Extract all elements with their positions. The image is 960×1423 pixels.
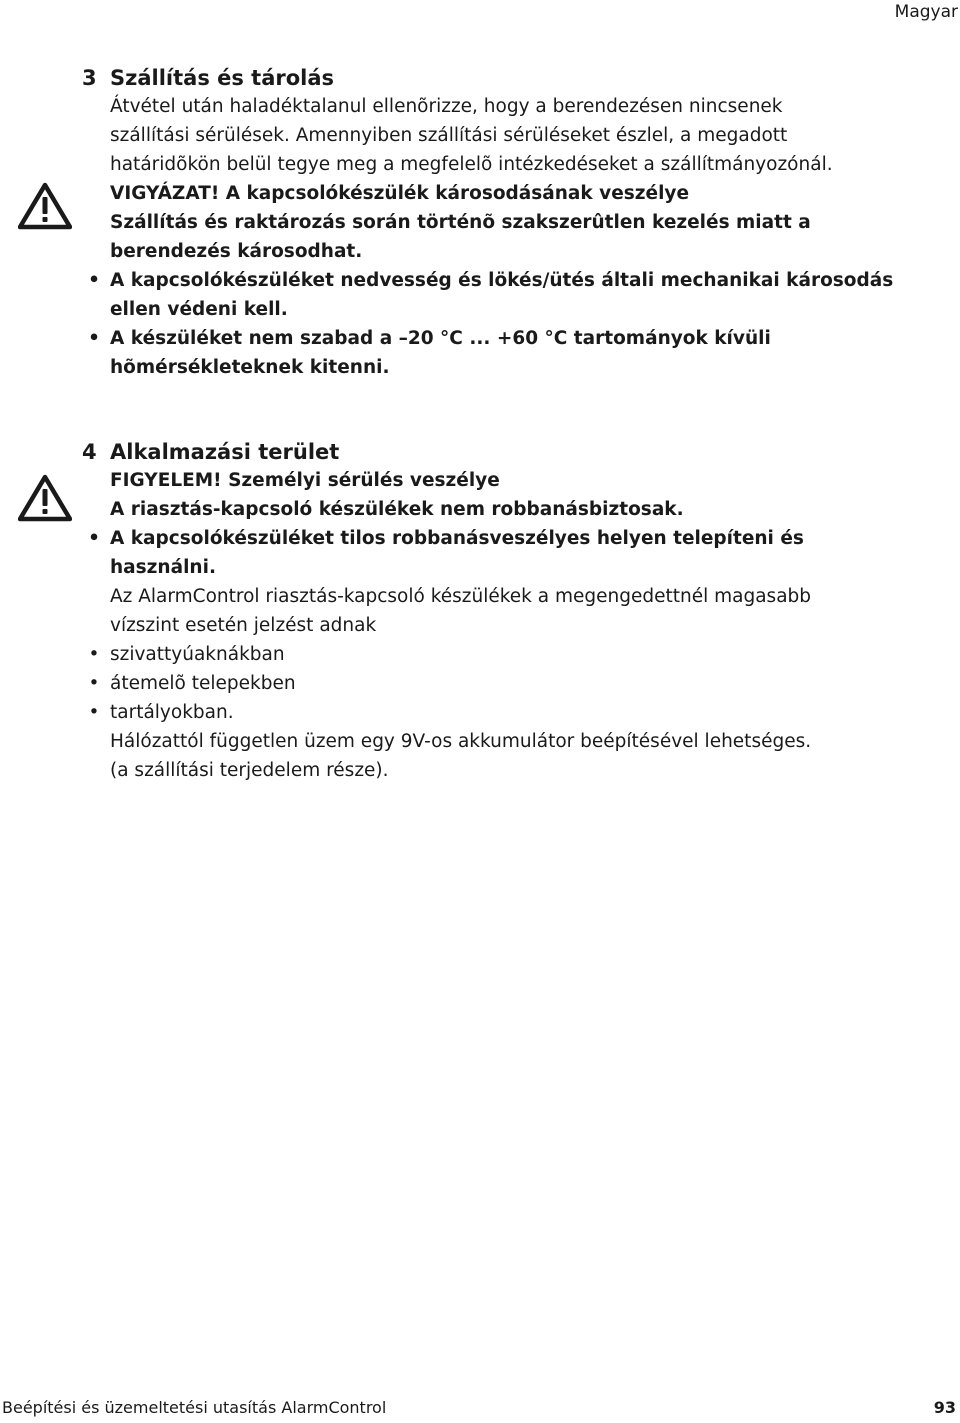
body-line: Hálózattól független üzem egy 9V-os akkumulátor beépítésével lehetséges. [110,731,812,752]
bullet-icon: • [88,328,100,349]
body-line: Az AlarmControl riasztás-kapcsoló készülékek a megengedettnél magasabb [110,586,812,607]
list-item-line: használni. [110,557,216,578]
list-item-line: A kapcsolókészüléket tilos robbanásveszélyes helyen telepíteni és [110,528,804,549]
body-line: (a szállítási terjedelem része). [110,760,389,781]
list-item [88,266,900,324]
bullet-icon: • [88,270,100,291]
list-item [88,669,900,698]
footer-document-title: Beépítési és üzemeltetési utasítás AlarmControl [2,1398,387,1417]
bullet-icon: • [88,644,100,665]
language-label: Magyar [894,2,958,22]
section-3-title: Szállítás és tárolás [110,66,335,90]
warning-heading: A kapcsolókészülék károsodásának veszélye [225,183,690,204]
warning-heading-line [110,466,900,495]
section-4-title: Alkalmazási terület [110,440,340,464]
warning-text-line: Szállítás és raktározás során történõ szakszerûtlen kezelés miatt a [110,212,811,233]
list-item-line: ellen védeni kell. [110,299,288,320]
application-list [88,640,900,727]
section-4-number: 4 [82,440,97,464]
list-item-line: hõmérsékleteknek kitenni. [110,357,390,378]
warning-triangle-icon [18,182,72,230]
section-4-warning-bullet [88,524,900,582]
list-item [88,324,900,382]
body-line: vízszint esetén jelzést adnak [110,615,377,636]
list-item-line: A készüléket nem szabad a –20 °C ... +60 °C tartományok kívüli [110,328,771,349]
warning-text-line: A riasztás-kapcsoló készülékek nem robbanásbiztosak. [110,499,684,520]
list-item [88,524,900,582]
section-3-intro [110,92,900,179]
warning-label: FIGYELEM! [110,470,222,491]
footer-page-number: 93 [933,1398,956,1417]
list-item [88,698,900,727]
bullet-icon: • [88,673,100,694]
warning-label: VIGYÁZAT! [110,183,220,204]
section-3-warning [88,179,900,382]
warning-heading-line [110,179,900,208]
list-item-text: tartályokban. [110,702,234,723]
warning-heading: Személyi sérülés veszélye [228,470,500,491]
list-item-line: A kapcsolókészüléket nedvesség és lökés/ütés általi mechanikai károsodás [110,270,894,291]
section-3-intro-line: határidõkön belül tegye meg a megfelelõ intézkedéseket a szállítmányozónál. [110,154,833,175]
warning-triangle-icon [18,474,72,522]
section-3-bullet-list [88,266,900,382]
bullet-icon: • [88,528,100,549]
list-item-text: szivattyúaknákban [110,644,285,665]
section-4-body [88,466,900,785]
bullet-icon: • [88,702,100,723]
list-item [88,640,900,669]
list-item-text: átemelõ telepekben [110,673,296,694]
section-3-intro-line: szállítási sérülések. Amennyiben szállítási sérüléseket észlel, a megadott [110,125,788,146]
warning-text-line: berendezés károsodhat. [110,241,363,262]
section-3-number: 3 [82,66,97,90]
section-3-intro-line: Átvétel után haladéktalanul ellenõrizze, hogy a berendezésen nincsenek [110,96,783,117]
